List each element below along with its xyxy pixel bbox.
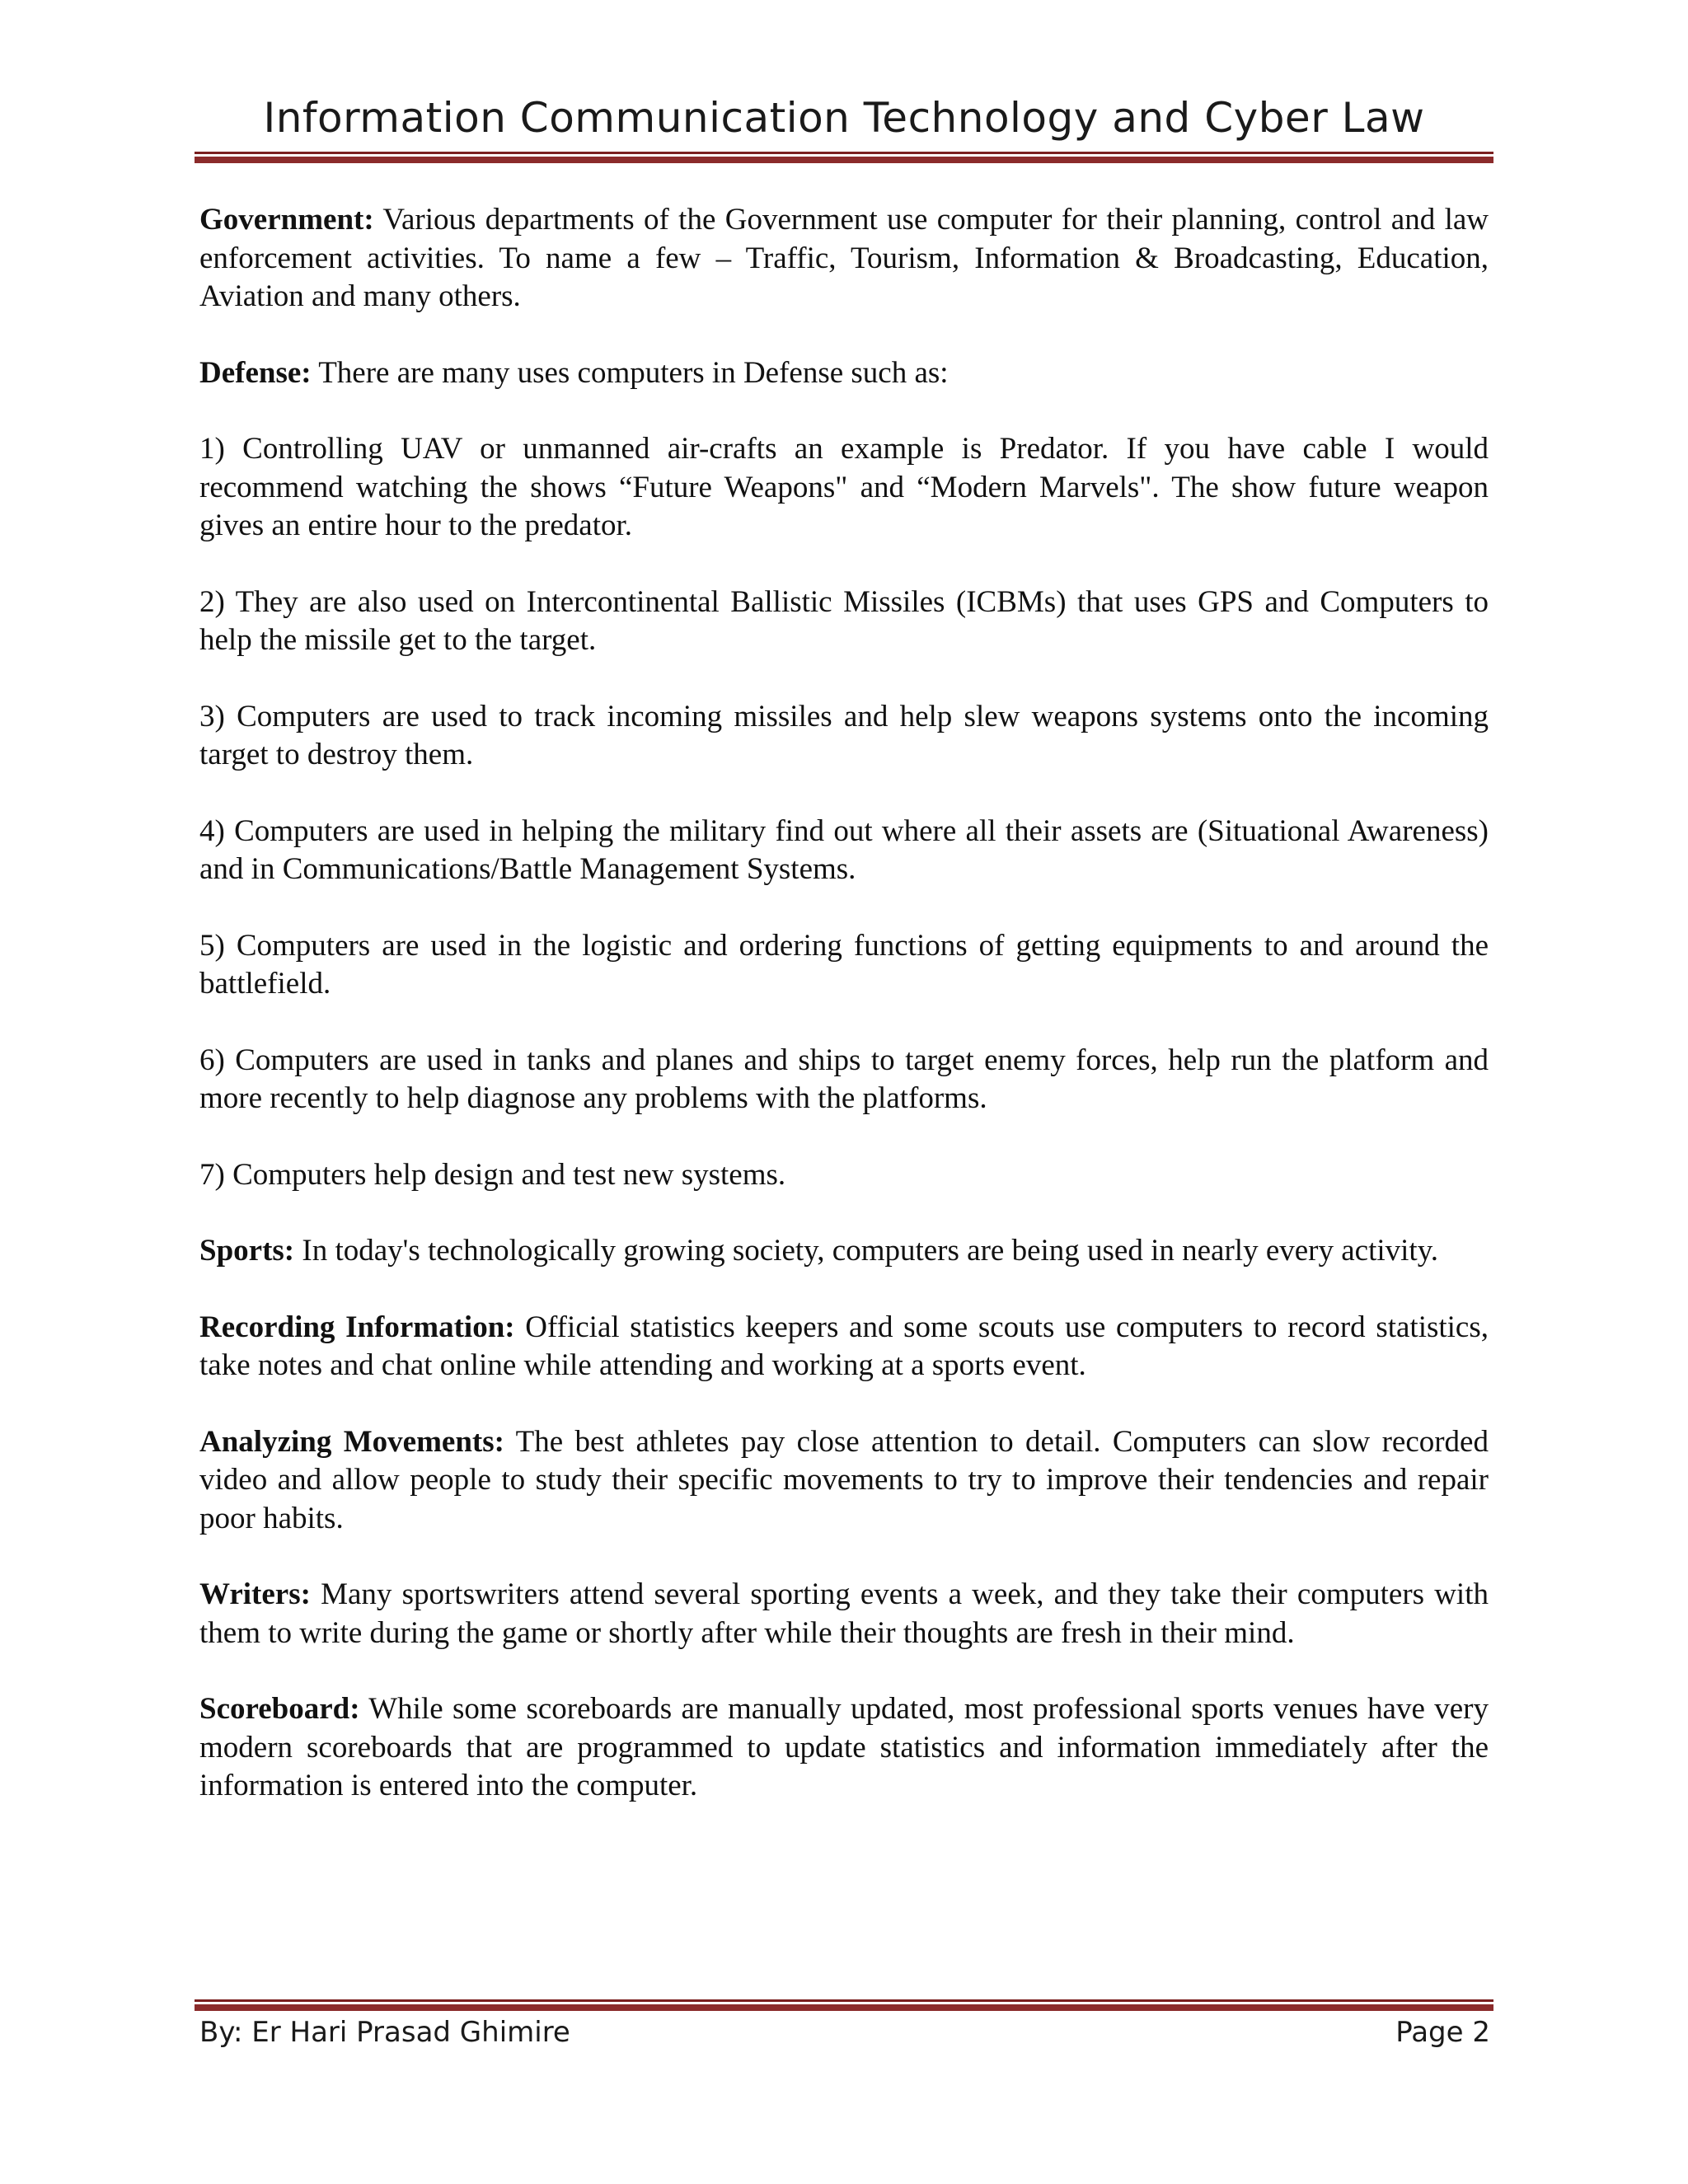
page-header-title: Information Communication Technology and Cyber Law xyxy=(263,94,1425,142)
paragraph-recording-information xyxy=(199,1309,1489,1385)
footer-rule-thick-line xyxy=(195,2004,1493,2011)
body-content xyxy=(199,201,1489,1844)
paragraph-text: The best athletes pay close attention to detail. Computers can slow recorded video and allow people to study their specific movements to try to improve their tendencies and repair poor habits. xyxy=(199,1424,1489,1535)
paragraph-text: There are many uses computers in Defense such as: xyxy=(311,355,949,390)
paragraph-text: Official statistics keepers and some scouts use computers to record statistics, take notes and chat online while attending and working at a sports event. xyxy=(199,1310,1489,1382)
paragraph-lead: Defense: xyxy=(199,355,312,390)
paragraph-defense-item-2 xyxy=(199,583,1489,660)
footer-page-number: Page 2 xyxy=(1395,2016,1490,2049)
paragraph-text: 3) Computers are used to track incoming missiles and help slew weapons systems onto the incoming target to destroy them. xyxy=(199,699,1489,771)
footer-author: By: Er Hari Prasad Ghimire xyxy=(199,2016,570,2049)
paragraph-text: 6) Computers are used in tanks and planes and ships to target enemy forces, help run the platform and more recently to help diagnose any problems with the platforms. xyxy=(199,1043,1489,1115)
paragraph-government xyxy=(199,201,1489,316)
paragraph-lead: Sports: xyxy=(199,1234,295,1268)
paragraph-lead: Writers: xyxy=(199,1577,311,1611)
paragraph-text: 4) Computers are used in helping the military find out where all their assets are (Situational Awareness) and in Communications/Battle Management Systems. xyxy=(199,813,1489,886)
paragraph-defense-item-6 xyxy=(199,1042,1489,1118)
paragraph-defense-item-4 xyxy=(199,813,1489,889)
paragraph-lead: Recording Information: xyxy=(199,1310,515,1344)
paragraph-defense-item-7 xyxy=(199,1156,1489,1195)
header-rule xyxy=(195,152,1493,163)
paragraph-text: While some scoreboards are manually updated, most professional sports venues have very modern scoreboards that are programmed to update statistics and information immediately after the information is entered into the computer. xyxy=(199,1692,1489,1802)
paragraph-defense-item-1 xyxy=(199,430,1489,546)
paragraph-lead: Scoreboard: xyxy=(199,1692,360,1726)
paragraph-text: 2) They are also used on Intercontinental Ballistic Missiles (ICBMs) that uses GPS and Computers to help the missile get to the target. xyxy=(199,584,1489,657)
paragraph-text: Various departments of the Government use computer for their planning, control and law enforcement activities. To name a few – Traffic, Tourism, Information & Broadcasting, Education, Aviation and many others. xyxy=(199,203,1489,313)
paragraph-writers xyxy=(199,1576,1489,1652)
paragraph-lead: Analyzing Movements: xyxy=(199,1424,504,1459)
paragraph-text: Many sportswriters attend several sporting events a week, and they take their computers with them to write during the game or shortly after while their thoughts are fresh in their mind. xyxy=(199,1577,1489,1650)
paragraph-defense xyxy=(199,354,1489,393)
paragraph-text: 7) Computers help design and test new systems. xyxy=(199,1157,786,1192)
paragraph-text: 5) Computers are used in the logistic and ordering functions of getting equipments to and around the battlefield. xyxy=(199,928,1489,1001)
paragraph-analyzing-movements xyxy=(199,1423,1489,1539)
paragraph-text: 1) Controlling UAV or unmanned air-crafts an example is Predator. If you have cable I would recommend watching the shows “Future Weapons" and “Modern Marvels". The show future weapon gives an entire hour to the predator. xyxy=(199,432,1489,542)
paragraph-lead: Government: xyxy=(199,203,374,237)
paragraph-text: In today's technologically growing society, computers are being used in nearly every activity. xyxy=(294,1234,1439,1268)
header-rule-thick-line xyxy=(195,157,1493,163)
footer-rule xyxy=(195,1999,1493,2011)
paragraph-sports xyxy=(199,1232,1489,1271)
paragraph-scoreboard xyxy=(199,1690,1489,1806)
paragraph-defense-item-3 xyxy=(199,698,1489,775)
paragraph-defense-item-5 xyxy=(199,927,1489,1004)
